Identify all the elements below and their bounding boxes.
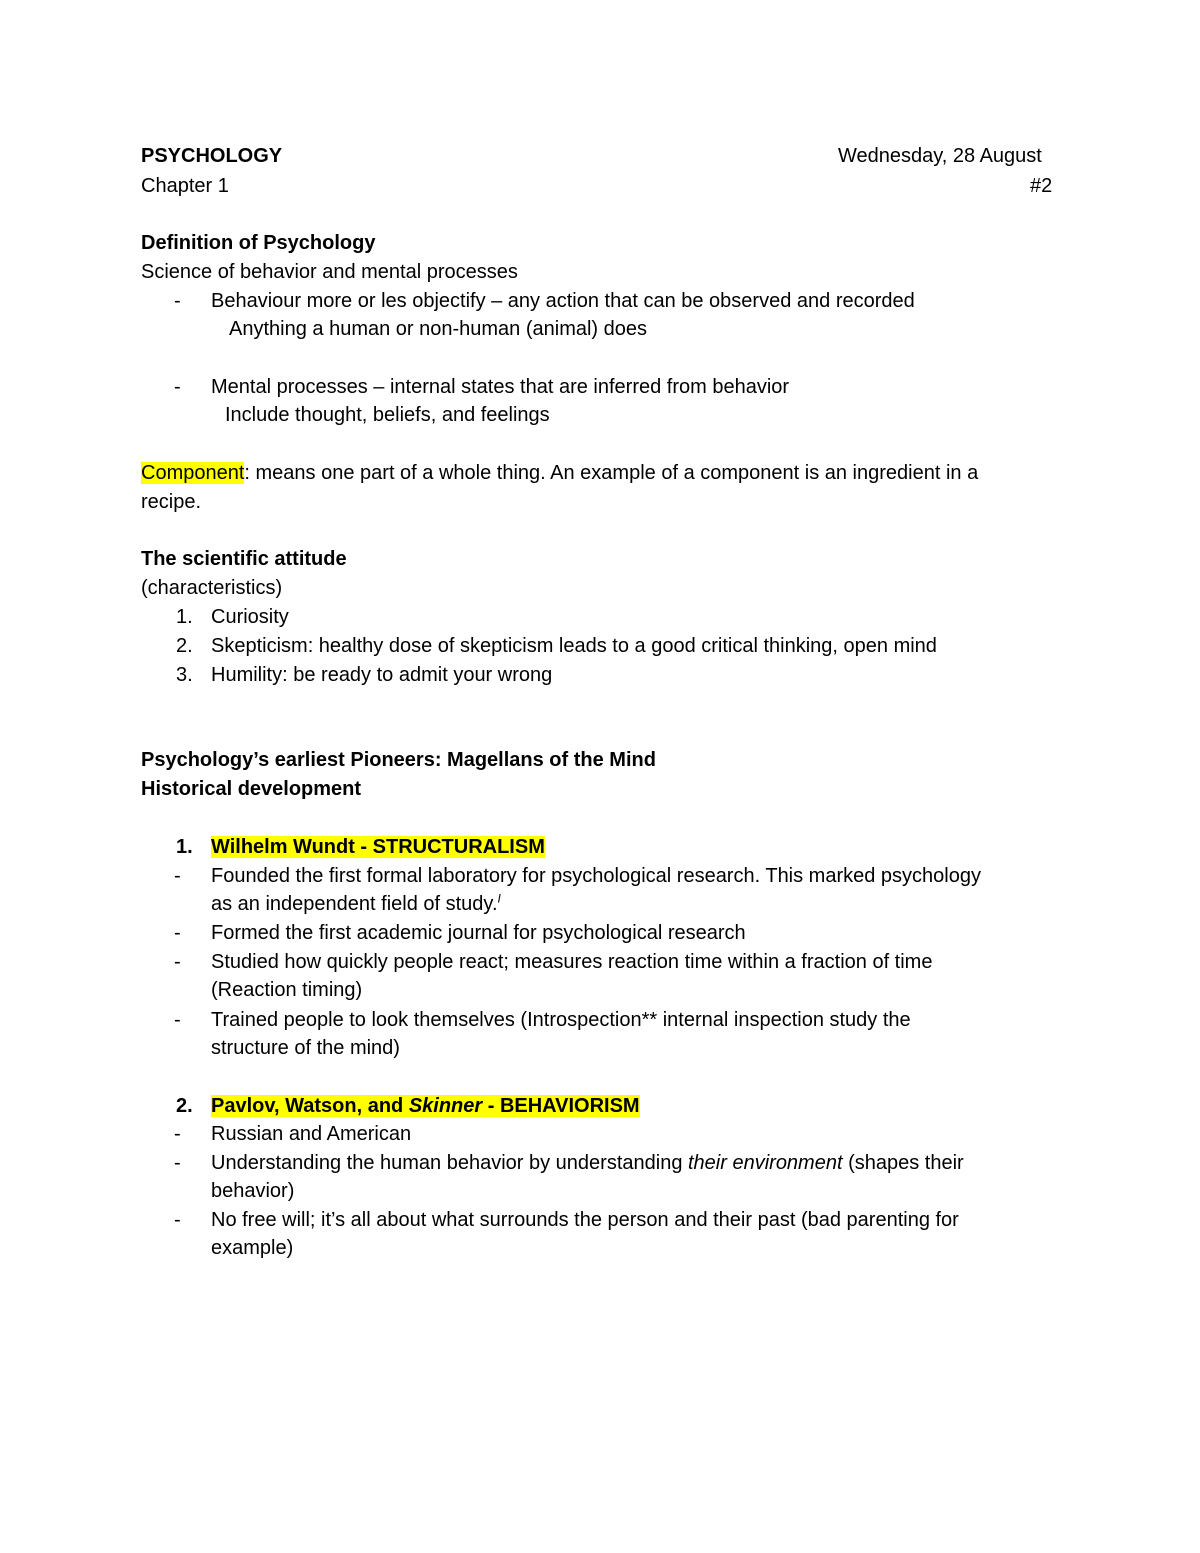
component-definition (141, 459, 978, 487)
dash-marker: - (174, 865, 181, 887)
component-term-highlight: Component (141, 462, 245, 484)
definition-bullet-mental: Mental processes – internal states that are inferred from behavior (211, 376, 790, 398)
dash-marker: - (174, 1009, 181, 1031)
definition-bullet-mental-sub: Include thought, beliefs, and feelings (225, 404, 550, 426)
dash-marker: - (174, 1123, 181, 1145)
structuralism-bullet-reaction: Studied how quickly people react; measures reaction time within a fraction of time (211, 951, 933, 973)
definition-heading: Definition of Psychology (141, 232, 376, 254)
historical-development-heading: Historical development (141, 778, 362, 800)
behaviorism-title-skinner: Skinner (408, 1095, 483, 1117)
structuralism-title-highlight: Wilhelm Wundt - STRUCTURALISM (211, 836, 545, 858)
structuralism-bullet-laboratory-text: as an independent field of study. (211, 893, 498, 915)
behaviorism-bullet-free-will: No free will; it’s all about what surrounds the person and their past (bad parenting for (211, 1209, 959, 1231)
dash-marker: - (174, 951, 181, 973)
list-number: 2. (176, 1095, 193, 1117)
attitude-heading: The scientific attitude (141, 548, 347, 570)
structuralism-bullet-journal: Formed the first academic journal for psychological research (211, 922, 746, 944)
structuralism-bullet-laboratory: Founded the first formal laboratory for psychological research. This marked psychology (211, 865, 981, 887)
attitude-item-curiosity: Curiosity (211, 606, 289, 628)
dash-marker: - (174, 1152, 181, 1174)
list-number: 2. (176, 635, 193, 657)
definition-bullet-behaviour: Behaviour more or les objectify – any action that can be observed and recorded (211, 290, 915, 312)
page-number: #2 (1030, 175, 1053, 197)
list-number: 1. (176, 836, 193, 858)
dash-marker: - (174, 376, 181, 398)
document-title: PSYCHOLOGY (141, 145, 283, 167)
structuralism-bullet-laboratory-continued (211, 890, 501, 918)
attitude-item-humility: Humility: be ready to admit your wrong (211, 664, 553, 686)
dash-marker: - (174, 290, 181, 312)
component-definition-continued: recipe. (141, 491, 202, 513)
list-number: 3. (176, 664, 193, 686)
behaviorism-bullet-free-will-continued: example) (211, 1237, 294, 1259)
behaviorism-environment-post: (shapes their (842, 1152, 964, 1174)
behaviorism-title (211, 1092, 640, 1120)
structuralism-bullet-reaction-continued: (Reaction timing) (211, 979, 363, 1001)
behaviorism-environment-italic: their environment (688, 1152, 843, 1174)
behaviorism-environment-pre: Understanding the human behavior by understanding (211, 1152, 688, 1174)
behaviorism-bullet-environment (211, 1149, 964, 1177)
definition-intro: Science of behavior and mental processes (141, 261, 518, 283)
behaviorism-bullet-origin: Russian and American (211, 1123, 412, 1145)
chapter-label: Chapter 1 (141, 175, 229, 197)
definition-bullet-behaviour-sub: Anything a human or non-human (animal) does (229, 318, 648, 340)
pioneers-heading: Psychology’s earliest Pioneers: Magellans of the Mind (141, 749, 656, 771)
behaviorism-title-highlight (211, 1095, 640, 1117)
dash-marker: - (174, 1209, 181, 1231)
behaviorism-title-names: Pavlov, Watson, and (211, 1095, 409, 1117)
attitude-item-skepticism: Skepticism: healthy dose of skepticism leads to a good critical thinking, open mind (211, 635, 937, 657)
behaviorism-title-label: - BEHAVIORISM (482, 1095, 640, 1117)
list-number: 1. (176, 606, 193, 628)
structuralism-bullet-introspection-continued: structure of the mind) (211, 1037, 400, 1059)
structuralism-title (211, 833, 545, 861)
structuralism-bullet-introspection: Trained people to look themselves (Introspection** internal inspection study the (211, 1009, 911, 1031)
dash-marker: - (174, 922, 181, 944)
behaviorism-bullet-environment-continued: behavior) (211, 1180, 295, 1202)
component-definition-text: : means one part of a whole thing. An example of a component is an ingredient in a (244, 462, 979, 484)
footnote-marker: I (497, 891, 501, 906)
attitude-subheading: (characteristics) (141, 577, 283, 599)
document-date: Wednesday, 28 August (838, 145, 1042, 167)
